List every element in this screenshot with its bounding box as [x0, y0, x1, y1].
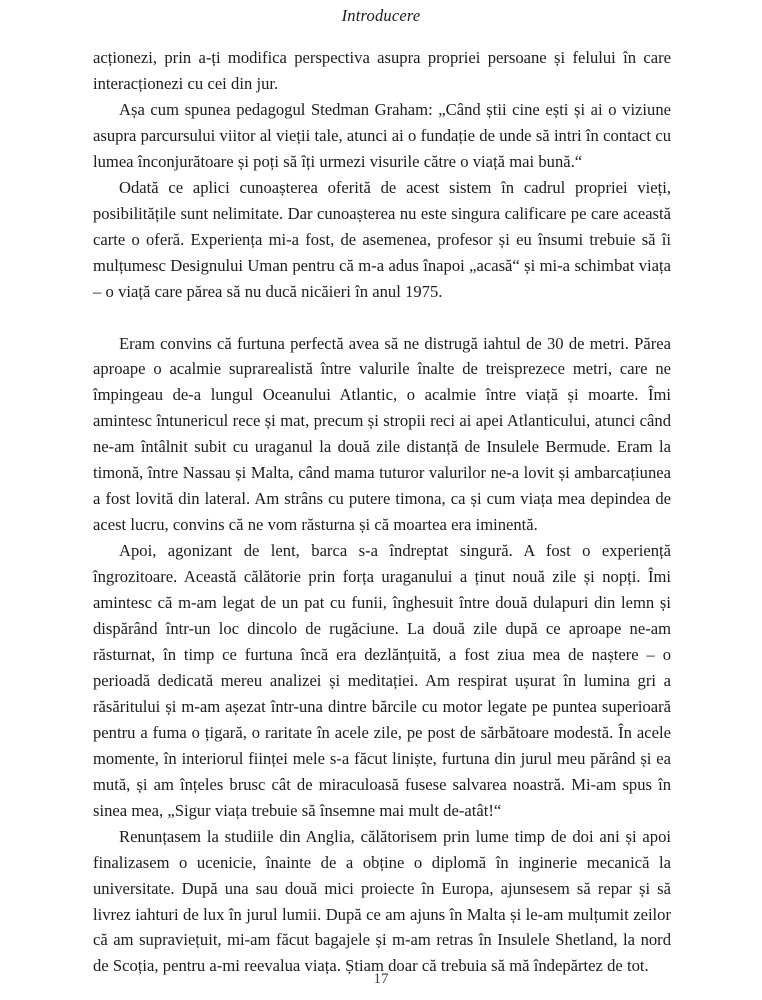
body-text-column [93, 45, 671, 979]
section-break-spacer [93, 305, 671, 331]
para-nine-days: Apoi, agonizant de lent, barca s-a îndreptat singură. A fost o experiență îngrozitoare. Această călătorie prin forța uraganului a ținut nouă zile și nopți. Îmi amintesc că m-am legat de un pat cu funii, înghesuit între două dulapuri din lemn și dispărând într-un loc dincolo de rugăciune. La două zile după ce aproape ne-am răsturnat, în timp ce furtuna încă era dezlănțuită, a fost ziua mea de naștere – o perioadă dedicată mereu analizei și meditației. Am respirat ușurat în lumina gri a răsăritului și m-am așezat într-una dintre bărcile cu motor legate pe puntea superioară pentru a fuma o țigară, o raritate în acele zile, pe post de sărbătoare modestă. În acele momente, în interiorul ființei mele s-a făcut liniște, furtuna din jurul meu părând și ea mută, și am înțeles brusc cât de miraculoasă fusese salvarea noastră. Mi-am spus în sinea mea, „Sigur viața trebuie să însemne mai mult de-atât!“ [93, 541, 671, 820]
running-head: Introducere [341, 6, 421, 25]
para-continuation: acționezi, prin a-ți modifica perspectiva asupra propriei persoane și felului în care interacționezi cu cei din jur. [93, 48, 671, 93]
para-human-design: Odată ce aplici cunoașterea oferită de acest sistem în cadrul propriei vieți, posibilitățile sunt nelimitate. Dar cunoașterea nu este singura calificare pe care această carte o oferă. Experiența mi-a fost, de asemenea, profesor și eu însumi trebuie să îi mulțumesc Designului Uman pentru că m-a adus înapoi „acasă“ și mi-a schimbat viața – o viață care părea să nu ducă nicăieri în anul 1975. [93, 177, 671, 301]
para-storm-yacht: Eram convins că furtuna perfectă avea să ne distrugă iahtul de 30 de metri. Părea aproape o acalmie suprarealistă între valurile înalte de treisprezece metri, care ne împingeau de-a lungul Oceanului Atlantic, o acalmie între viață și moarte. Îmi amintesc întunericul rece și mat, precum și stropii reci ai apei Atlanticului, atunci când ne-am întâlnit subit cu uraganul la două zile distanță de Insulele Bermude. Eram la timonă, între Nassau și Malta, când mama tuturor valurilor ne-a lovit și ambarcațiunea a fost lovită din lateral. Am strâns cu putere timona, ca și cum viața mea depindea de acest lucru, convins că ne vom răsturna și că moartea era iminentă. [93, 333, 671, 535]
para-studies-anglia: Renunțasem la studiile din Anglia, călătorisem prin lume timp de doi ani și apoi finalizasem o ucenicie, înainte de a obține o diplomă în inginerie mecanică la universitate. După una sau două mici proiecte în Europa, ajunsesem să repar și să livrez iahturi de lux în jurul lumii. După ce am ajuns în Malta și le-am mulțumit zeilor că am supraviețuit, mi-am făcut bagajele și m-am retras în Insulele Shetland, la nord de Scoția, pentru a-mi reevalua viața. Știam doar că trebuia să mă îndepărtez de tot. [93, 826, 671, 976]
page-number: 17 [373, 971, 389, 987]
para-stedman-graham-quote: Așa cum spunea pedagogul Stedman Graham: „Când știi cine ești și ai o viziune asupra parcursului viitor al vieții tale, atunci ai o fundație de unde să intri în contact cu lumea înconjurătoare și poți să îți urmezi visurile către o viață mai bună.“ [93, 99, 671, 171]
